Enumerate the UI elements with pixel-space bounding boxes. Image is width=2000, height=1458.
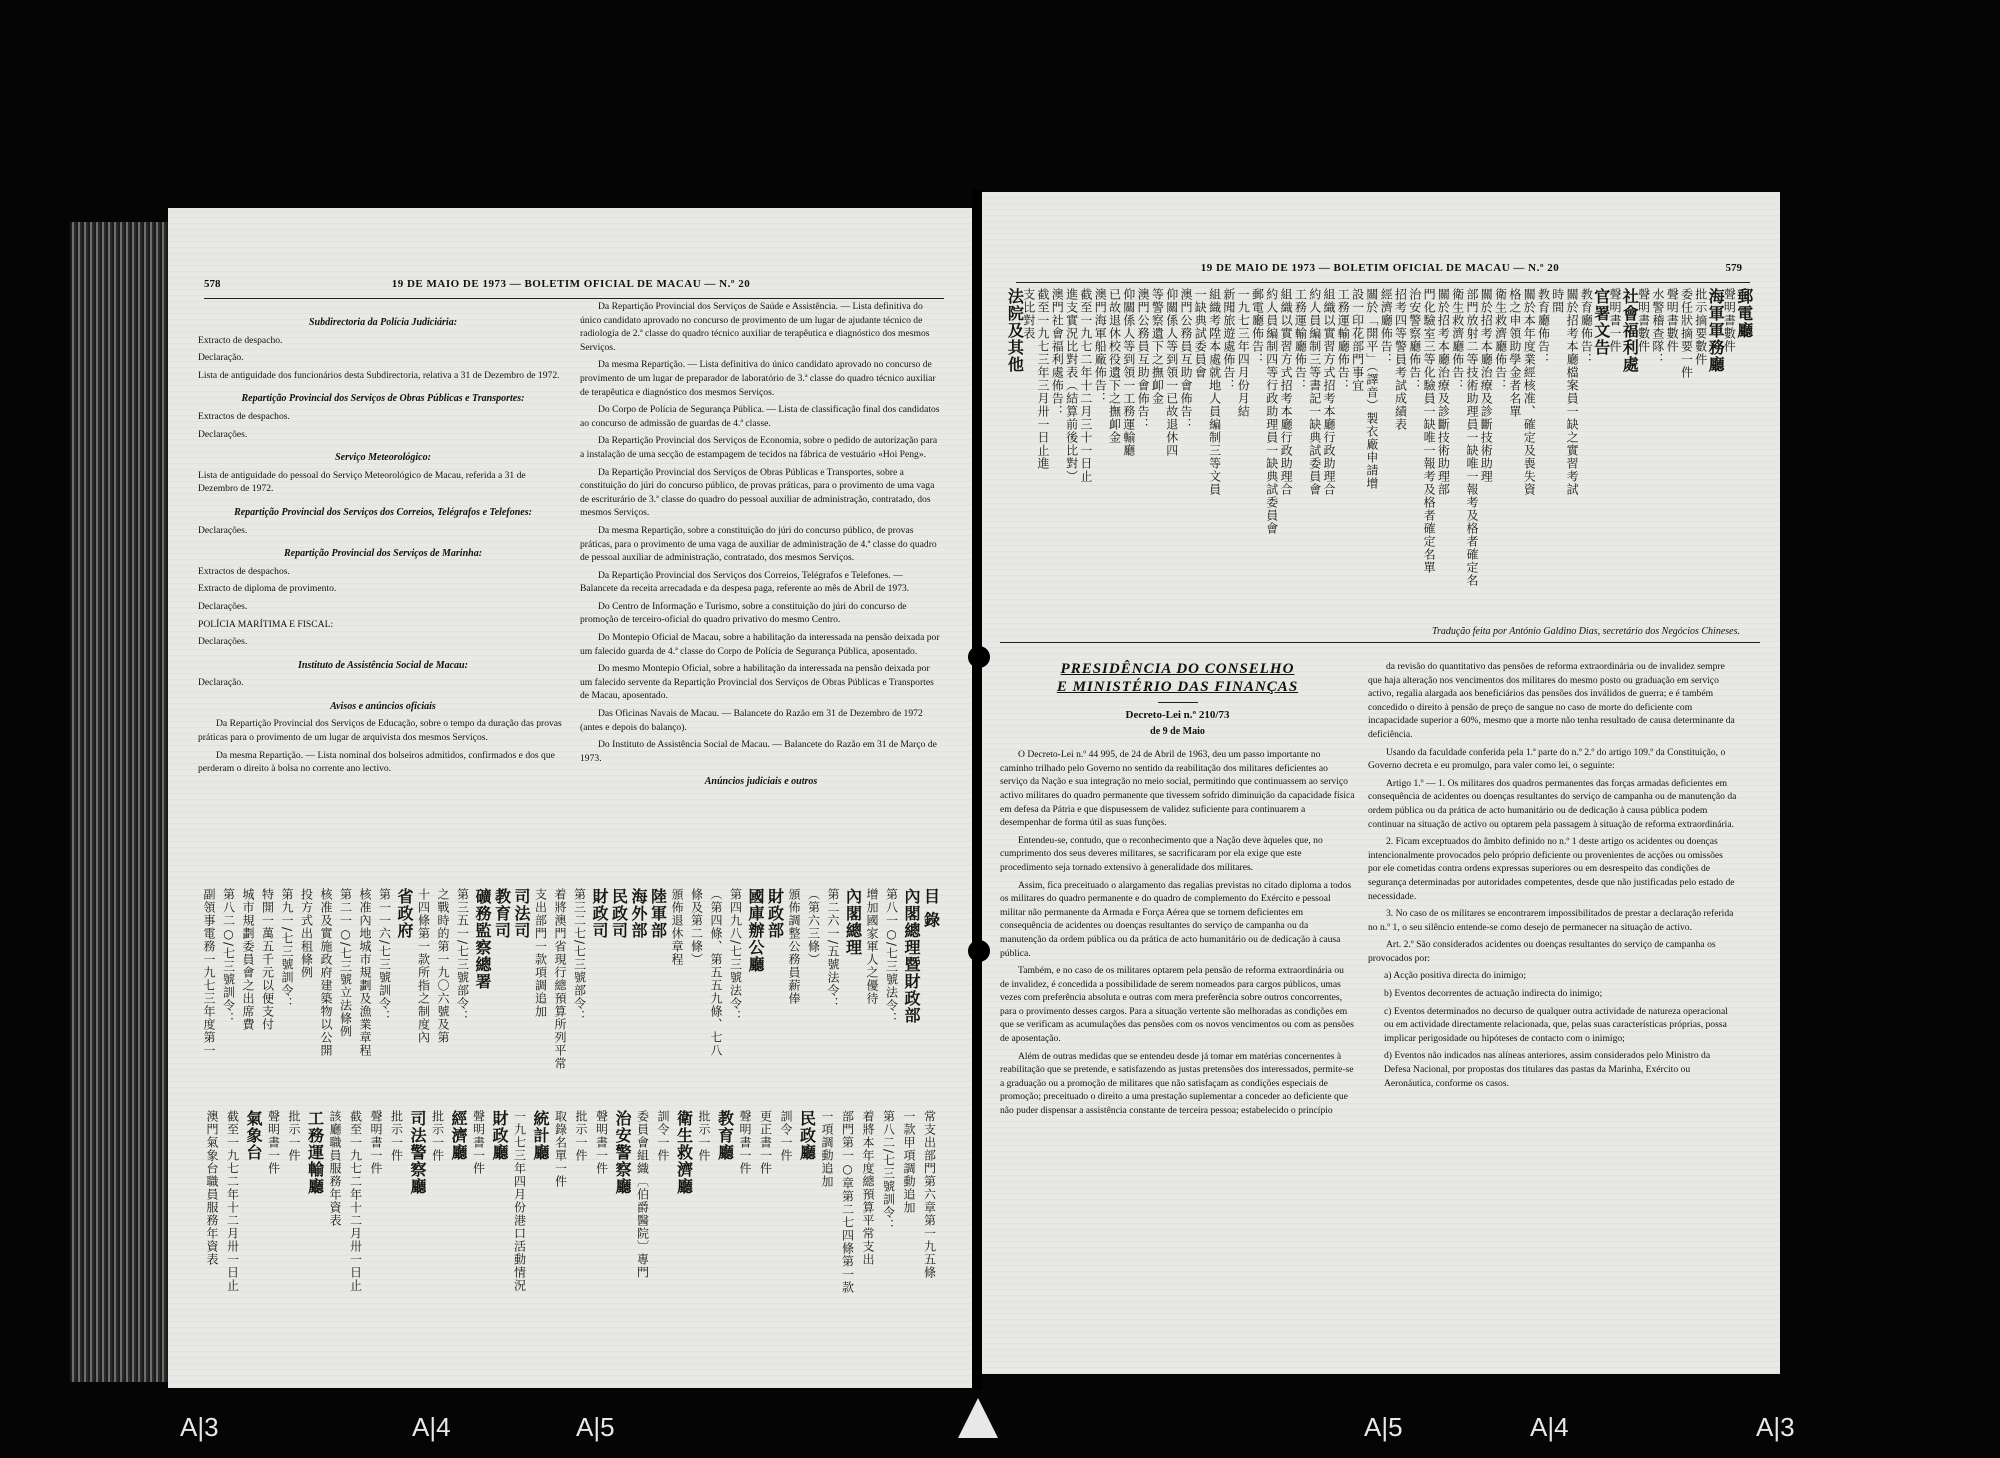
chinese-index-entry: 第三二七/七三號部令： [572,888,587,1024]
chinese-index-entry: 澳門公務員互助會佈告： [1136,288,1151,431]
chinese-index-entry: 組織以實習方式招考本廳行政助理合 [1279,288,1294,496]
chinese-index-entry: 十四條第一款所指之制度內 [416,888,431,1044]
chinese-index-entry: 仰關係人等到領一已故退休四 [1164,288,1179,457]
decree-paragraph: Entendeu-se, contudo, que o reconhecimento que a Nação deve àqueles que, no cumprimento dos seus deveres militares, se sacrificaram por ela exige que este procedimento seja tornado extensivo à generalidade dos militares. [1000,834,1323,873]
chinese-index-entry: 增加國家軍人之優待 [865,888,879,1005]
decree-paragraph: da revisão do quantitativo das pensões de reforma extraordinária ou de invalidez sempre que haja alteração nos vencimentos dos militares do mesmo posto ou graduação em serviço activo, regalia alargada aos beneficiários das pensões dos inválidos de guerra; e é também concedido o direito à pensão de preço de sangue no caso de morte do deficiente com incapacidade superior a 60%, mesmo que a morte não tenha resultado de causa determinante da deficiência. [1368,661,1735,740]
book-gutter [972,190,982,1390]
chinese-index-entry: 截至一九七二年十二月三十一日止 [1078,288,1093,483]
chinese-index-entry: （第四條、第五五九條、七八 [709,888,723,1057]
chinese-index-entry: 民政司 [609,888,629,939]
chinese-index-entry: 截至一九七二年十二月卅一日止 [348,1110,363,1292]
chinese-index-entry: 聲明書數件 [1665,288,1680,353]
chinese-index-entry: 統計廳 [531,1110,550,1161]
chinese-index-entry: 工務運輸廳佈告： [1336,288,1351,392]
chinese-index-entry: 聲明書一件 [471,1110,486,1175]
chinese-index-entry: 關於招考本廳治療及診斷技術助理部 [1436,288,1451,496]
chinese-index-entry: 澳門氣象台職員服務年資表 [205,1110,219,1266]
title-separator [1158,702,1198,703]
chinese-index-entry: 條及第二條） [689,888,704,966]
aviso-entry: Da Repartição Provincial dos Serviços de Economia, sobre o pedido de autorização para a instalação de uma secção de estampagem de tecidos na fábrica de vestuário «Hoi Peng». [580,435,938,460]
chinese-index-entry: 之戰時的第一九〇六號及第 [436,888,450,1044]
decree-paragraph: 2. Ficam exceptuados do âmbito definido no n.º 1 deste artigo os acidentes ou doenças intencionalmente provocados pelo próprio deficiente ou provenientes de acções ou omissões por ele cometidas contra ordens expressas superiores ou em desrespeito das condições de segurança determinadas por autoridades competentes, desde que não justificadas pelo estado de necessidade. [1368,836,1735,902]
chinese-index-entry: 格之申領助學金者名單 [1507,288,1522,418]
film-mark: A|3 [1756,1412,1795,1442]
right-page [980,192,1780,1374]
chinese-index-entry: 國庫辦公廳 [746,888,765,973]
film-mark: A|5 [1364,1412,1403,1442]
chinese-index-entry: 訓令一件 [779,1110,793,1162]
chinese-index-entry: 招考四等警員考試成績表 [1393,288,1408,431]
chinese-index-entry: 衛生救濟廳佈告： [1450,288,1465,392]
right-header-rule [1016,282,1750,283]
chinese-index-entry: 批示一件 [389,1110,404,1162]
aviso-entry: Do Instituto de Assistência Social de Macau. — Balancete do Razão em 31 de Março de 1973. [580,739,937,764]
chinese-index-entry: 部門放射二等技術助理員一缺唯一報考及格者確定名 [1465,288,1479,587]
chinese-index-entry: 關於本年度業經核准、確定及喪失資 [1522,288,1537,496]
chinese-index-entry: 聲明書數件 [1722,288,1737,353]
decree-authority-2: E MINISTÉRIO DAS FINANÇAS [1056,679,1299,695]
chinese-index-entry: 頒佈退休章程 [670,888,684,966]
aviso-entry: Da mesma Repartição, sobre a constituição do júri do concurso público, de provas práticas, para o provimento de uma vaga de auxiliar de administração de 4.ª classe do quadro de pessoal auxiliar de administração, contratado, dos mesmos Serviços. [580,524,937,564]
left-header-rule [204,298,944,299]
chinese-index-entry: 教育廳佈告： [1579,288,1594,366]
chinese-index-entry: 聲明書數件 [1636,288,1651,353]
decree-paragraph: Assim, fica preceituado o alargamento das regalias previstas no citado diploma a todos os militares do quadro permanente e do quadro de complemento do Exército e pessoal militar não permanente da Armada e Força Aérea que se tornem deficientes em consequência de acidentes ou doenças resultantes do serviço de campanha ou da manutenção da ordem pública ou da prática de acto humanitário ou de dedicação à causa pública. [1000,879,1352,959]
chinese-index-entry: 財政部 [765,888,785,939]
chinese-index-entry: 氣象台 [244,1110,263,1161]
summary-line: Declarações. [198,636,248,648]
aviso-entry: Do Centro de Informação e Turismo, sobre a constituição do júri do concurso de promoção de terceiro-oficial do quadro privativo do mesmo Centro. [580,600,907,626]
summary-line: Declarações. [198,600,248,612]
chinese-index-entry: 更正書一件 [758,1110,773,1175]
chinese-index-entry: 聲明書一件 [1608,288,1622,353]
decree-column-2 [1368,660,1738,1094]
chinese-index-entry: 批示一件 [574,1110,588,1162]
chinese-index-entry: 官署文告 [1591,288,1611,356]
chinese-index-bottom [198,1110,942,1350]
translation-note: Tradução feita por António Galdino Dias, secretário dos Negócios Chineses. [1431,626,1740,637]
aviso-entry: Da Repartição Provincial dos Serviços dos Correios, Telégrafos e Telefones. — Balancete da receita arrecadada e da despesa paga, referente ao mês de Abril de 1973. [580,569,910,595]
chinese-index-entry: 部門第一○章第二七四條第一款 [840,1110,855,1294]
chinese-index-entry: （第六三條） [806,888,821,966]
chinese-index-entry: 治安警察廳 [613,1110,632,1195]
summary-line: Declarações. [198,524,248,536]
chinese-index-entry: 經濟廳佈告： [1379,288,1394,366]
chinese-index-entry: 教育廳 [715,1110,735,1161]
left-page [168,208,974,1388]
chinese-index-entry: 聲明書一件 [369,1110,383,1175]
aviso-entry: Da Repartição Provincial dos Serviços de Educação, sobre o tempo da duração das provas práticas para o provimento de um lugar de arquivista dos mesmos Serviços. [198,718,562,744]
chinese-index-entry: 財政廳 [490,1110,509,1161]
chinese-index-entry: 支出部門一款項調追加 [533,888,548,1018]
chinese-index-entry: 委員會組織〔伯爵醫院〕專門 [635,1110,650,1279]
section-heading: Repartição Provincial dos Serviços de Obras Públicas e Transportes: [241,393,525,405]
chinese-index-entry: 治安警察廳佈告： [1407,288,1422,392]
decree-paragraph: Usando da faculdade conferida pela 1.ª parte do n.º 2.º do artigo 109.º da Constituição, o Governo decreta e eu promulgo, para valer como lei, o seguinte: [1368,746,1726,772]
chinese-index-entry: 一九七三年四月份港口活動情況 [512,1110,527,1292]
chinese-index-entry: 一缺典試委員會 [1193,288,1208,379]
section-heading: Instituto de Assistência Social de Macau: [298,659,468,671]
chinese-index-entry: 司法司 [512,888,531,939]
chinese-index-entry: 着將澳門省現行總預算所列平常 [553,888,567,1070]
chinese-index-entry: 內閣總理 [843,888,863,956]
decree-paragraph: O Decreto-Lei n.º 44 995, de 24 de Abril de 1963, deu um passo importante no caminho trilhado pelo Governo no sentido da reabilitação dos militares deficientes ao serviço da Nação e sua integração no meio social, permitindo que continuassem ao serviço activo militares do quadro permanente que tivessem sofrido diminuição da capacidade física em defesa da Pátria e que dispusessem de validez suficiente para continuarem a desempenhar de forma útil as suas funções. [1000,749,1355,829]
center-wedge-mark [958,1398,998,1438]
chinese-index-entry: 聲明書一件 [594,1110,609,1175]
chinese-index-entry: 關於招考本廳治療及診斷技術助理 [1479,288,1494,483]
decree-paragraph: Também, e no caso de os militares optarem pela pensão de reforma extraordinária ou de invalidez, é concedida a possibilidade de serem nomeados para cargos públicos, umas vezes com preferência absoluta e outras com mera preferência sobre outros concorrentes, para o provimento desses cargos. Para a situação vertente são melhoradas as condições em que se verificam as acumulações das pensões com os novos vencimentos ou com as pensões de aposentação. [1000,965,1354,1045]
summary-line: Declaração. [198,352,244,364]
decree-paragraph: Artigo 1.º — 1. Os militares dos quadros permanentes das forças armadas deficientes em consequência de acidentes ou doenças resultantes do serviço de campanha ou de manutenção da ordem pública ou da prática de acto humanitário ou de dedicação à causa pública podem continuar na situação de activo ou optarem pela passagem à situação de reforma extraordinária. [1368,777,1737,830]
chinese-index-entry: 第八一○/七三號法令： [884,888,899,1026]
chinese-index-entry: 衛生救濟廳 [674,1110,694,1195]
chinese-index-entry: 批示一件 [287,1110,301,1162]
chinese-index-entry: 澳門海軍船廠佈告： [1093,288,1108,405]
chinese-index-entry: 約人員編制三等書記一缺典試委員會 [1307,288,1322,496]
section-heading: Repartição Provincial dos Serviços de Marinha: [283,548,483,560]
decree-item: d) Eventos não indicados nas alíneas anteriores, assim considerados pelo Ministro da Defesa Nacional, por propostas dos titulares das pastas da Marinha, Exército ou Aeronáutica, conforme os casos. [1384,1050,1711,1089]
aviso-entry: Da mesma Repartição. — Lista nominal dos bolseiros admitidos, confirmados e dos que perderam o direito à bolsa no corrente ano lectivo. [198,749,555,775]
decree-title: Decreto-Lei n.º 210/73 [1125,709,1230,721]
chinese-index-entry: 副領事電務一九七三年度第一 [202,888,216,1057]
decree-column-1 [1000,660,1355,1122]
film-mark: A|3 [180,1412,219,1442]
summary-line: Lista de antiguidade do pessoal do Serviço Meteorológico de Macau, referida a 31 de Dezembro de 1972. [198,469,526,495]
chinese-index-entry: 一九七三年四月份月結 [1236,288,1251,418]
chinese-index-entry: 經濟廳 [449,1110,468,1161]
chinese-index-entry: 澳門公務員互助會佈告： [1179,288,1193,431]
chinese-index-entry: 法院及其他 [1005,288,1025,373]
avisos-heading: Avisos e anúncios oficiais [330,700,436,712]
summary-line: Declarações. [198,428,248,440]
left-page-number: 578 [204,278,221,290]
chinese-index-entry: 礦務監察總署 [473,888,492,990]
chinese-index-entry: 第八二/七三號訓令： [881,1110,896,1233]
chinese-index-entry: 司法警察廳 [408,1110,427,1195]
chinese-index-entry: 委任狀摘要一件 [1679,288,1694,379]
chinese-index-entry: 頒佈調整公務員薪俸 [787,888,801,1005]
chinese-index-entry: 常支出部門第六章第一九五條 [922,1110,937,1279]
aviso-entry: Da mesma Repartição. — Lista definitiva do único candidato aprovado no concurso de provimento de um lugar de preparador de laboratório de 3.ª classe do quadro técnico auxiliar de terapêutica e diagnóstico dos mesmos Serviços. [580,359,936,398]
chinese-index-entry: 城市規劃委員會之出席費 [241,888,255,1031]
chinese-index-entry: 工務運輸廳佈告： [1293,288,1308,392]
summary-line: Declaração. [198,677,244,689]
binding-hole [968,940,990,962]
chinese-index-entry: 新聞旅遊處佈告： [1221,288,1236,392]
chinese-index-entry: 民政廳 [797,1110,817,1161]
chinese-index-entry: 設一印花部門事宜 [1350,288,1365,392]
chinese-index-entry: 財政司 [590,888,609,939]
decree-date: de 9 de Maio [1150,725,1205,737]
chinese-index-entry: 時間 [1550,288,1565,314]
chinese-index-entry: 第二六一/五號法令： [826,888,840,1011]
chinese-index-entry: 社會福利處 [1620,288,1640,373]
chinese-index-entry: 第四九八/七三號法令： [728,888,743,1024]
right-page-number: 579 [1725,262,1742,274]
summary-line: Extractos de despachos. [198,410,290,422]
left-page-header [168,278,974,298]
chinese-index-entry: 組織以實習方式招考本廳行政助理合 [1322,288,1336,496]
summary-line: Extracto de diploma de provimento. [198,583,337,595]
chinese-index-entry: 郵電廳佈告： [1250,288,1265,366]
chinese-index-entry: 省政府 [395,888,414,939]
chinese-index-entry: 特開一萬五千元以便支付 [260,888,275,1031]
aviso-entry: Do Corpo de Polícia de Segurança Pública. — Lista de classificação final dos candidatos ao concurso de admissão de guardas de 4.ª classe. [580,404,940,429]
chinese-notices-columns [1000,288,1754,587]
aviso-entry: Da Repartição Provincial dos Serviços de Saúde e Assistência. — Lista definitiva do único candidato aprovado no concurso de provimento de um lugar de ajudante técnico de radiologia de 2.ª classe do quadro técnico auxiliar de terapêutica e diagnóstico dos mesmos Serviços. [580,301,930,353]
decree-item: b) Eventos decorrentes de actuação indirecta do inimigo; [1384,988,1603,1000]
chinese-index-entry: 批示摘要數件 [1693,288,1708,366]
left-running-head: 19 DE MAIO DE 1973 — BOLETIM OFICIAL DE MACAU — N.º 20 [391,278,751,290]
page-stack-edge [70,222,170,1382]
chinese-index-entry: 訓令一件 [656,1110,670,1162]
chinese-index-entry: 水警稽查隊： [1650,288,1665,366]
decree-item: c) Eventos determinados no decurso de qualquer outra actividade de natureza operacional ou em actividade directamente relacionada, que, pelas suas características próprias, possa implicar perigosidade ou hipóteses de contacto com o inimigo; [1384,1005,1728,1044]
decree-authority-1: PRESIDÊNCIA DO CONSELHO [1060,661,1295,677]
chinese-index-entry: 該廳職員服務年資表 [328,1110,342,1227]
chinese-index-entry: 進支實況比對表（結算前後比對） [1064,288,1079,483]
chinese-index-entry: 仰關係人等到領一工務運輸廳 [1121,288,1136,457]
aviso-entry: Do Montepio Oficial de Macau, sobre a habilitação da interessada na pensão deixada por um falecido guarda de 4.ª classe do Corpo de Polícia de Segurança Pública, aposentado. [580,632,940,657]
chinese-index-entry: 海外部 [629,888,648,939]
film-mark: A|4 [412,1412,451,1442]
binding-hole [968,646,990,668]
chinese-index-entry: 工務運輸廳 [305,1110,325,1195]
chinese-index-entry: 聲明書一件 [266,1110,281,1175]
chinese-index-entry: 等警察遺下之撫卹金 [1150,288,1165,405]
decree-paragraph: 3. No caso de os militares se encontrarem impossibilitados de prestar a declaração referida no n.º 1, o seu silêncio entende-se como desejo de permanecer na situação de activo. [1368,908,1734,933]
chinese-index-entry: 着將本年度總預算平常支出 [861,1110,875,1266]
summary-line: Lista de antiguidade dos funcionários desta Subdirectoria, relativa a 31 de Dezembro de 1972. [198,369,560,381]
chinese-index-entry: 組織考陞本處就地人員編制三等文員 [1207,288,1222,496]
chinese-index-entry: 陸軍部 [648,888,668,939]
chinese-index-entry: 聲明書一件 [738,1110,752,1175]
chinese-index-entry: 已故退休校役遺下之撫卹金 [1107,288,1122,444]
chinese-index-entry: 關於招考本廳檔案員一缺之實習考試 [1565,288,1580,496]
anuncios-heading: Anúncios judiciais e outros [704,776,818,788]
chinese-index-entry: 取錄名單一件 [553,1110,568,1188]
chinese-index-entry: 門化驗室三等化驗員一缺唯一報考及格者確定名單 [1422,288,1437,574]
chinese-index-entry: 衛生救濟廳佈告： [1493,288,1508,392]
section-heading: Subdirectoria da Polícia Judiciária: [308,317,458,328]
chinese-index-entry: 教育司 [492,888,512,939]
aviso-entry: Do mesmo Montepio Oficial, sobre a habilitação da interessada na pensão deixada por um falecido servente da Repartição Provincial dos Serviços de Obras Públicas e Transportes de Macau, aposentado. [580,663,934,702]
section-heading: Serviço Meteorológico: [335,452,431,464]
chinese-index-entry: 海軍軍務廳 [1706,288,1726,373]
summary-line: Extractos de despachos. [198,565,290,577]
right-running-head: 19 DE MAIO DE 1973 — BOLETIM OFICIAL DE MACAU — N.º 20 [1200,262,1560,274]
decree-paragraph: Além de outras medidas que se entendeu desde já tomar em matérias concernentes à reabilitação que se pretende, e satisfazendo as justas pretensões dos interessados, permite-se a graduação ou a promoção de militares que não satisfaçam as condições especiais de promoção; preceituado o direito a uma prestação suplementar a conceder ao deficiente que não puder dispensar a assistência constante de terceira pessoa; estabelecido o princípio [1000,1050,1354,1117]
chinese-index-entry: 目 錄 [921,888,941,929]
decree-paragraph: Art. 2.º São considerados acidentes ou doenças resultantes do serviço de campanha os provocados por: [1368,939,1716,964]
chinese-index-entry: 一項調動追加 [820,1110,834,1188]
chinese-index-entry: 關於「開平」（譯音）製衣廠申請增 [1364,288,1379,490]
chinese-index-entry: 郵電廳 [1734,288,1754,339]
chinese-index-entry: 批示一件 [697,1110,711,1162]
chinese-index-entry: 第一一六/七三號訓令： [377,888,392,1024]
aviso-entry: Da Repartição Provincial dos Serviços de Obras Públicas e Transportes, sobre a constituição do júri do concurso público, de provas práticas, para o provimento de uma vaga de escriturário de 3.ª classe do quadro do pessoal auxiliar de administração, contratado, dos mesmos Serviços. [580,466,935,519]
chinese-index-entry: 約人員編制四等行政助理員一缺典試委員會 [1264,288,1279,535]
chinese-index-entry: 截至一九七三年三月卅一日止進 [1036,288,1050,470]
section-rule [1000,642,1760,643]
chinese-index-entry: 澳門社會福利處佈告： [1050,288,1065,418]
left-summary-column [198,306,568,780]
section-heading: Repartição Provincial dos Serviços dos Correios, Telégrafos e Telefones: [234,506,532,518]
chinese-index-entry: 內閣總理暨財政部 [902,888,921,1024]
chinese-index-entry: 截至一九七二年十二月卅一日止 [225,1110,240,1292]
summary-line: Extracto de despacho. [198,334,283,346]
right-summary-column [580,300,942,793]
chinese-index-entry: 第八二○/七三號訓令： [221,888,236,1026]
chinese-index-entry: 投方式出租條例 [299,888,314,979]
chinese-index-top [198,888,942,1088]
aviso-entry: Das Oficinas Navais de Macau. — Balancete do Razão em 31 de Dezembro de 1972 (antes e depois do balanço). [580,708,923,733]
film-mark: A|5 [576,1412,615,1442]
summary-line: POLÍCIA MARÍTIMA E FISCAL: [198,618,334,630]
chinese-index-entry: 第二一○/七三號立法條例 [338,888,353,1039]
chinese-index-entry: 教育廳佈告： [1536,288,1551,366]
chinese-index-entry: 一款甲項調動追加 [902,1110,916,1214]
chinese-index-entry: 批示一件 [430,1110,445,1162]
chinese-index-entry: 第三五一/七三號部令： [455,888,470,1024]
decree-item: a) Acção positiva directa do inimigo; [1384,970,1526,982]
chinese-index-entry: 第九一/七三號訓令： [280,888,294,1011]
film-mark: A|4 [1530,1412,1569,1442]
chinese-index-entry: 支比對表 [1021,288,1036,340]
chinese-index-entry: 核准內地城市規劃及漁業章程 [358,888,372,1057]
chinese-index-entry: 核准及實施政府建築物以公開 [319,888,333,1057]
right-page-header [980,262,1780,282]
